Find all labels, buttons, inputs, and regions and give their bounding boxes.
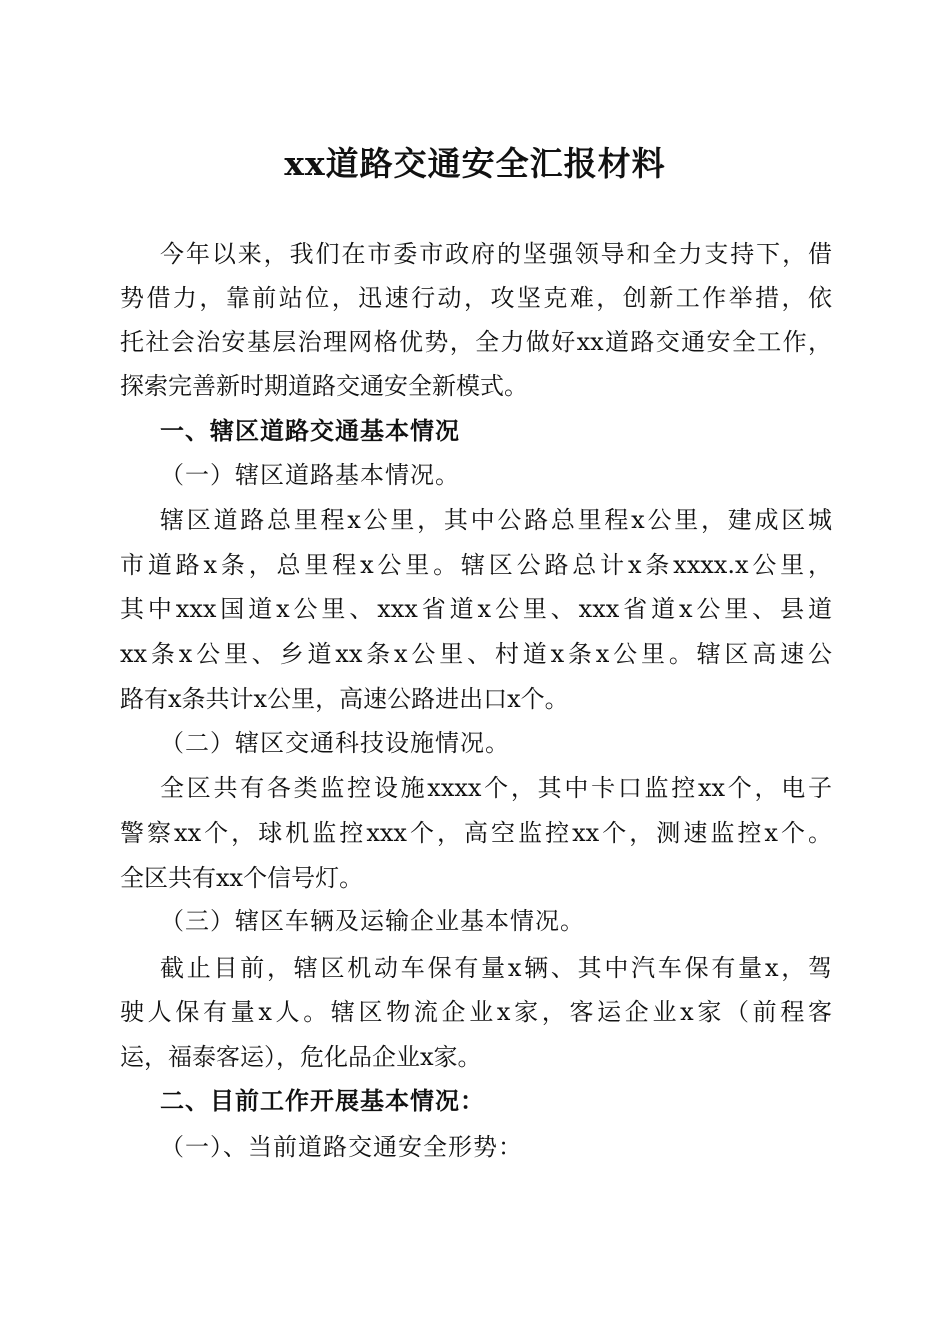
subsection-heading: （三）辖区车辆及运输企业基本情况。 [160, 907, 585, 935]
paragraph-line: 市道路x条，总里程x公里。辖区公路总计x条xxxx.x公里， [120, 551, 832, 579]
intro-line: 探索完善新时期道路交通安全新模式。 [120, 372, 528, 400]
subsection-heading: （一）、当前道路交通安全形势： [160, 1133, 523, 1161]
document-title: xx道路交通安全汇报材料 [284, 144, 666, 183]
intro-line: 势借力，靠前站位，迅速行动，攻坚克难，创新工作举措，依 [120, 284, 832, 312]
section-heading: 二、目前工作开展基本情况： [160, 1087, 485, 1115]
paragraph-line: 截止目前，辖区机动车保有量x辆、其中汽车保有量x，驾 [160, 954, 832, 982]
subsection-heading: （一）辖区道路基本情况。 [160, 461, 460, 489]
paragraph-line: 辖区道路总里程x公里，其中公路总里程x公里，建成区城 [160, 506, 832, 534]
paragraph-line: xx条x公里、乡道xx条x公里、村道x条x公里。辖区高速公 [120, 640, 832, 668]
intro-line: 今年以来，我们在市委市政府的坚强领导和全力支持下，借 [160, 240, 832, 268]
paragraph-line: 驶人保有量x人。辖区物流企业x家，客运企业x家（前程客 [120, 998, 832, 1026]
paragraph-line: 路有x条共计x公里，高速公路进出口x个。 [120, 685, 569, 713]
paragraph-line: 全区共有xx个信号灯。 [120, 864, 364, 892]
subsection-heading: （二）辖区交通科技设施情况。 [160, 729, 510, 757]
paragraph-line: 其中xxx国道x公里、xxx省道x公里、xxx省道x公里、县道 [120, 595, 832, 623]
intro-line: 托社会治安基层治理网格优势，全力做好xx道路交通安全工作， [120, 328, 832, 356]
paragraph-line: 全区共有各类监控设施xxxx个，其中卡口监控xx个，电子 [160, 774, 832, 802]
paragraph-line: 运，福泰客运），危化品企业x家。 [120, 1043, 482, 1071]
paragraph-line: 警察xx个，球机监控xxx个，高空监控xx个，测速监控x个。 [120, 819, 832, 847]
section-heading: 一、辖区道路交通基本情况 [160, 417, 460, 445]
